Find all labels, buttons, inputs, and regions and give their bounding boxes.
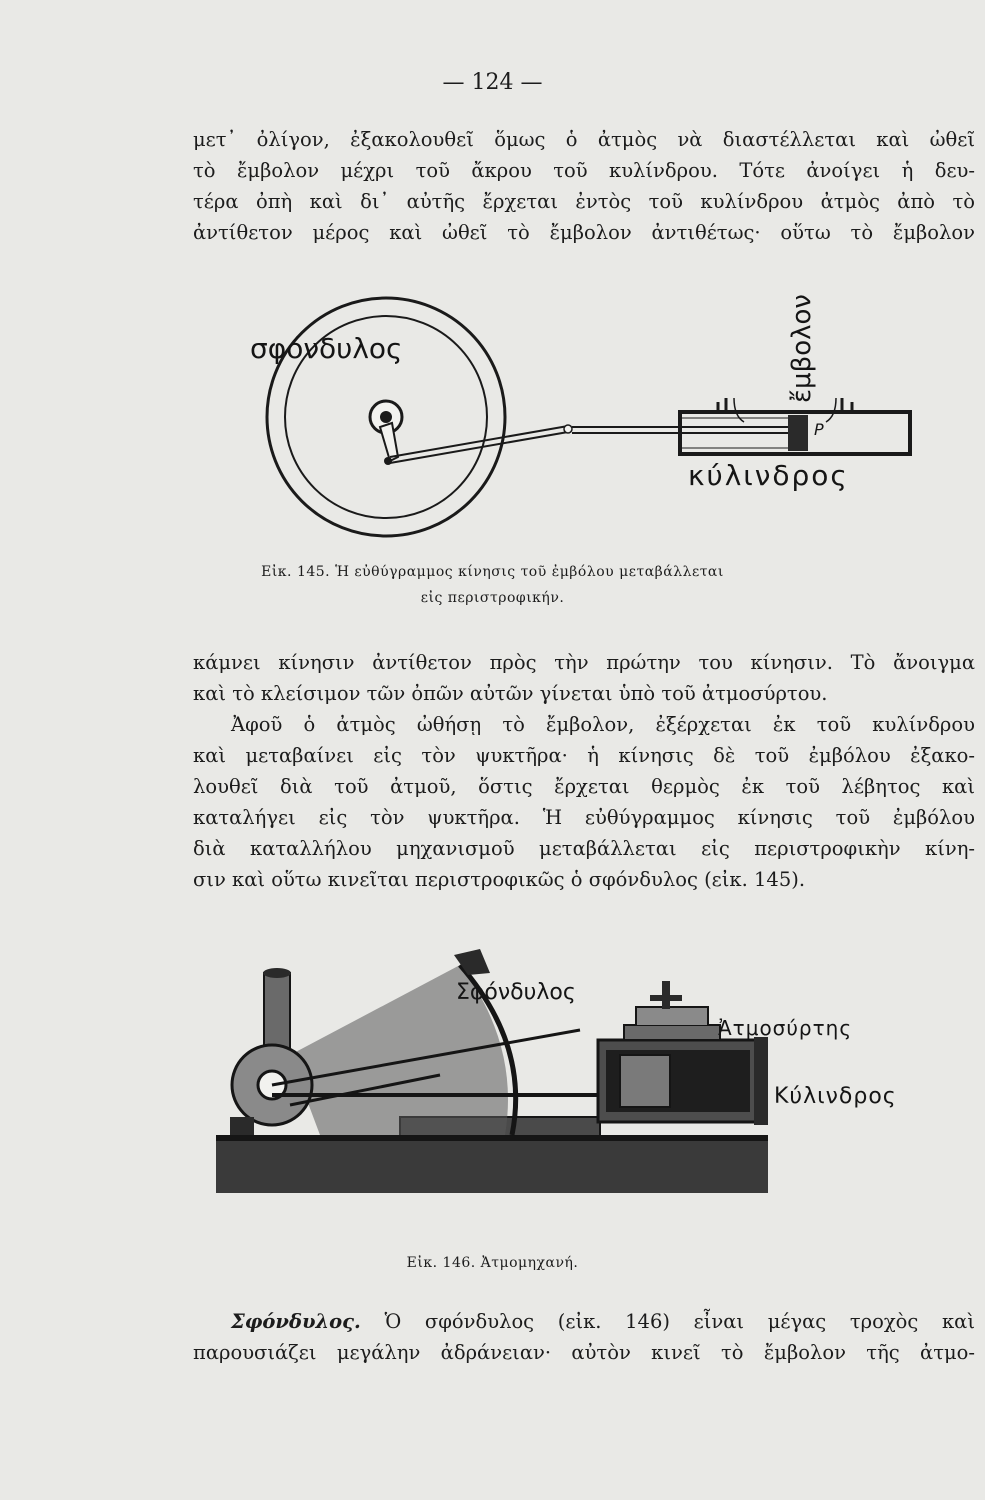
steam-cylinder <box>598 1037 768 1125</box>
piston-marker-label: P <box>814 420 824 439</box>
steam-valve-label: Ἀτμοσύρτης <box>718 1016 853 1040</box>
text-line: διὰ καταλλήλου μηχανισμοῦ μεταβάλλεται εἰς περιστροφικὴν κίνη- <box>193 837 975 860</box>
valve-chest <box>624 981 720 1040</box>
caption-line: εἰς περιστροφικήν. <box>420 590 565 606</box>
flywheel-label: σφόνδυλος <box>250 332 403 365</box>
figure-145-caption <box>0 559 985 611</box>
text-line: κάμνει κίνησιν ἀντίθετον πρὸς τὴν πρώτην του κίνησιν. Τὸ ἄνοιγμα <box>193 651 975 674</box>
text-line <box>193 1306 975 1337</box>
text-line: μετ᾽ ὀλίγον, ἐξακολουθεῖ ὅμως ὁ ἀτμὸς νὰ διαστέλλεται καὶ ὠθεῖ <box>193 128 975 151</box>
paragraph-1 <box>193 124 975 248</box>
figure-146-caption <box>0 1250 985 1276</box>
text-line: καταλήγει εἰς τὸν ψυκτῆρα. Ἡ εὐθύγραμμος κίνησις τοῦ ἐμβόλου <box>193 806 975 829</box>
text-fragment: Ὁ σφόνδυλος (εἰκ. 146) εἶναι μέγας τροχὸς καὶ <box>384 1310 975 1333</box>
paragraph-2 <box>193 647 975 709</box>
text-line: καὶ τὸ κλείσιμον τῶν ὀπῶν αὐτῶν γίνεται ὑπὸ τοῦ ἀτμοσύρτου. <box>193 682 828 705</box>
caption-line: Εἰκ. 146. Ἀτμομηχανή. <box>406 1255 579 1271</box>
caption-line: Εἰκ. 145. Ἡ εὐθύγραμμος κίνησις τοῦ ἐμβόλου μεταβάλλεται <box>261 564 724 580</box>
figure-145-diagram <box>240 285 940 550</box>
figure-146-engine-illustration <box>200 945 930 1205</box>
text-line: σιν καὶ οὕτω κινεῖται περιστροφικῶς ὁ σφόνδυλος (εἰκ. 145). <box>193 868 806 891</box>
text-line: τὸ ἔμβολον μέχρι τοῦ ἄκρου τοῦ κυλίνδρου. Τότε ἀνοίγει ἡ δευ- <box>193 159 975 182</box>
section-term: Σφόνδυλος. <box>231 1310 361 1333</box>
flywheel-sector <box>290 949 516 1135</box>
text-line: καὶ μεταβαίνει εἰς τὸν ψυκτῆρα· ἡ κίνησις δὲ τοῦ ἐμβόλου ἐξακο- <box>193 744 975 767</box>
cylinder-label: Κύλινδρος <box>774 1084 897 1109</box>
paragraph-4 <box>193 1306 975 1368</box>
text-line: παρουσιάζει μεγάλην ἀδράνειαν· αὐτὸν κινεῖ τὸ ἔμβολον τῆς ἀτμο- <box>193 1341 975 1364</box>
cylinder-label: κύλινδρος <box>688 459 849 492</box>
page-number: — 124 — <box>442 70 543 95</box>
paragraph-3 <box>193 709 975 895</box>
flywheel-label: Σφόνδυλος <box>456 980 576 1005</box>
text-line: λουθεῖ διὰ τοῦ ἀτμοῦ, ὅστις ἔρχεται θερμὸς ἐκ τοῦ λέβητος καὶ <box>193 775 975 798</box>
text-line: τέρα ὀπὴ καὶ δι᾽ αὐτῆς ἔρχεται ἐντὸς τοῦ κυλίνδρου ἀτμὸς ἀπὸ τὸ <box>193 190 975 213</box>
crank-assembly <box>230 1045 312 1135</box>
text-line: Ἀφοῦ ὁ ἀτμὸς ὠθήσῃ τὸ ἔμβολον, ἐξέρχεται ἐκ τοῦ κυλίνδρου <box>231 713 975 736</box>
piston-label: ἔμβολον <box>787 294 817 403</box>
connecting-rod-drawing <box>390 425 788 463</box>
text-line: ἀντίθετον μέρος καὶ ὠθεῖ τὸ ἔμβολον ἀντιθέτως· οὕτω τὸ ἔμβολον <box>193 221 975 244</box>
